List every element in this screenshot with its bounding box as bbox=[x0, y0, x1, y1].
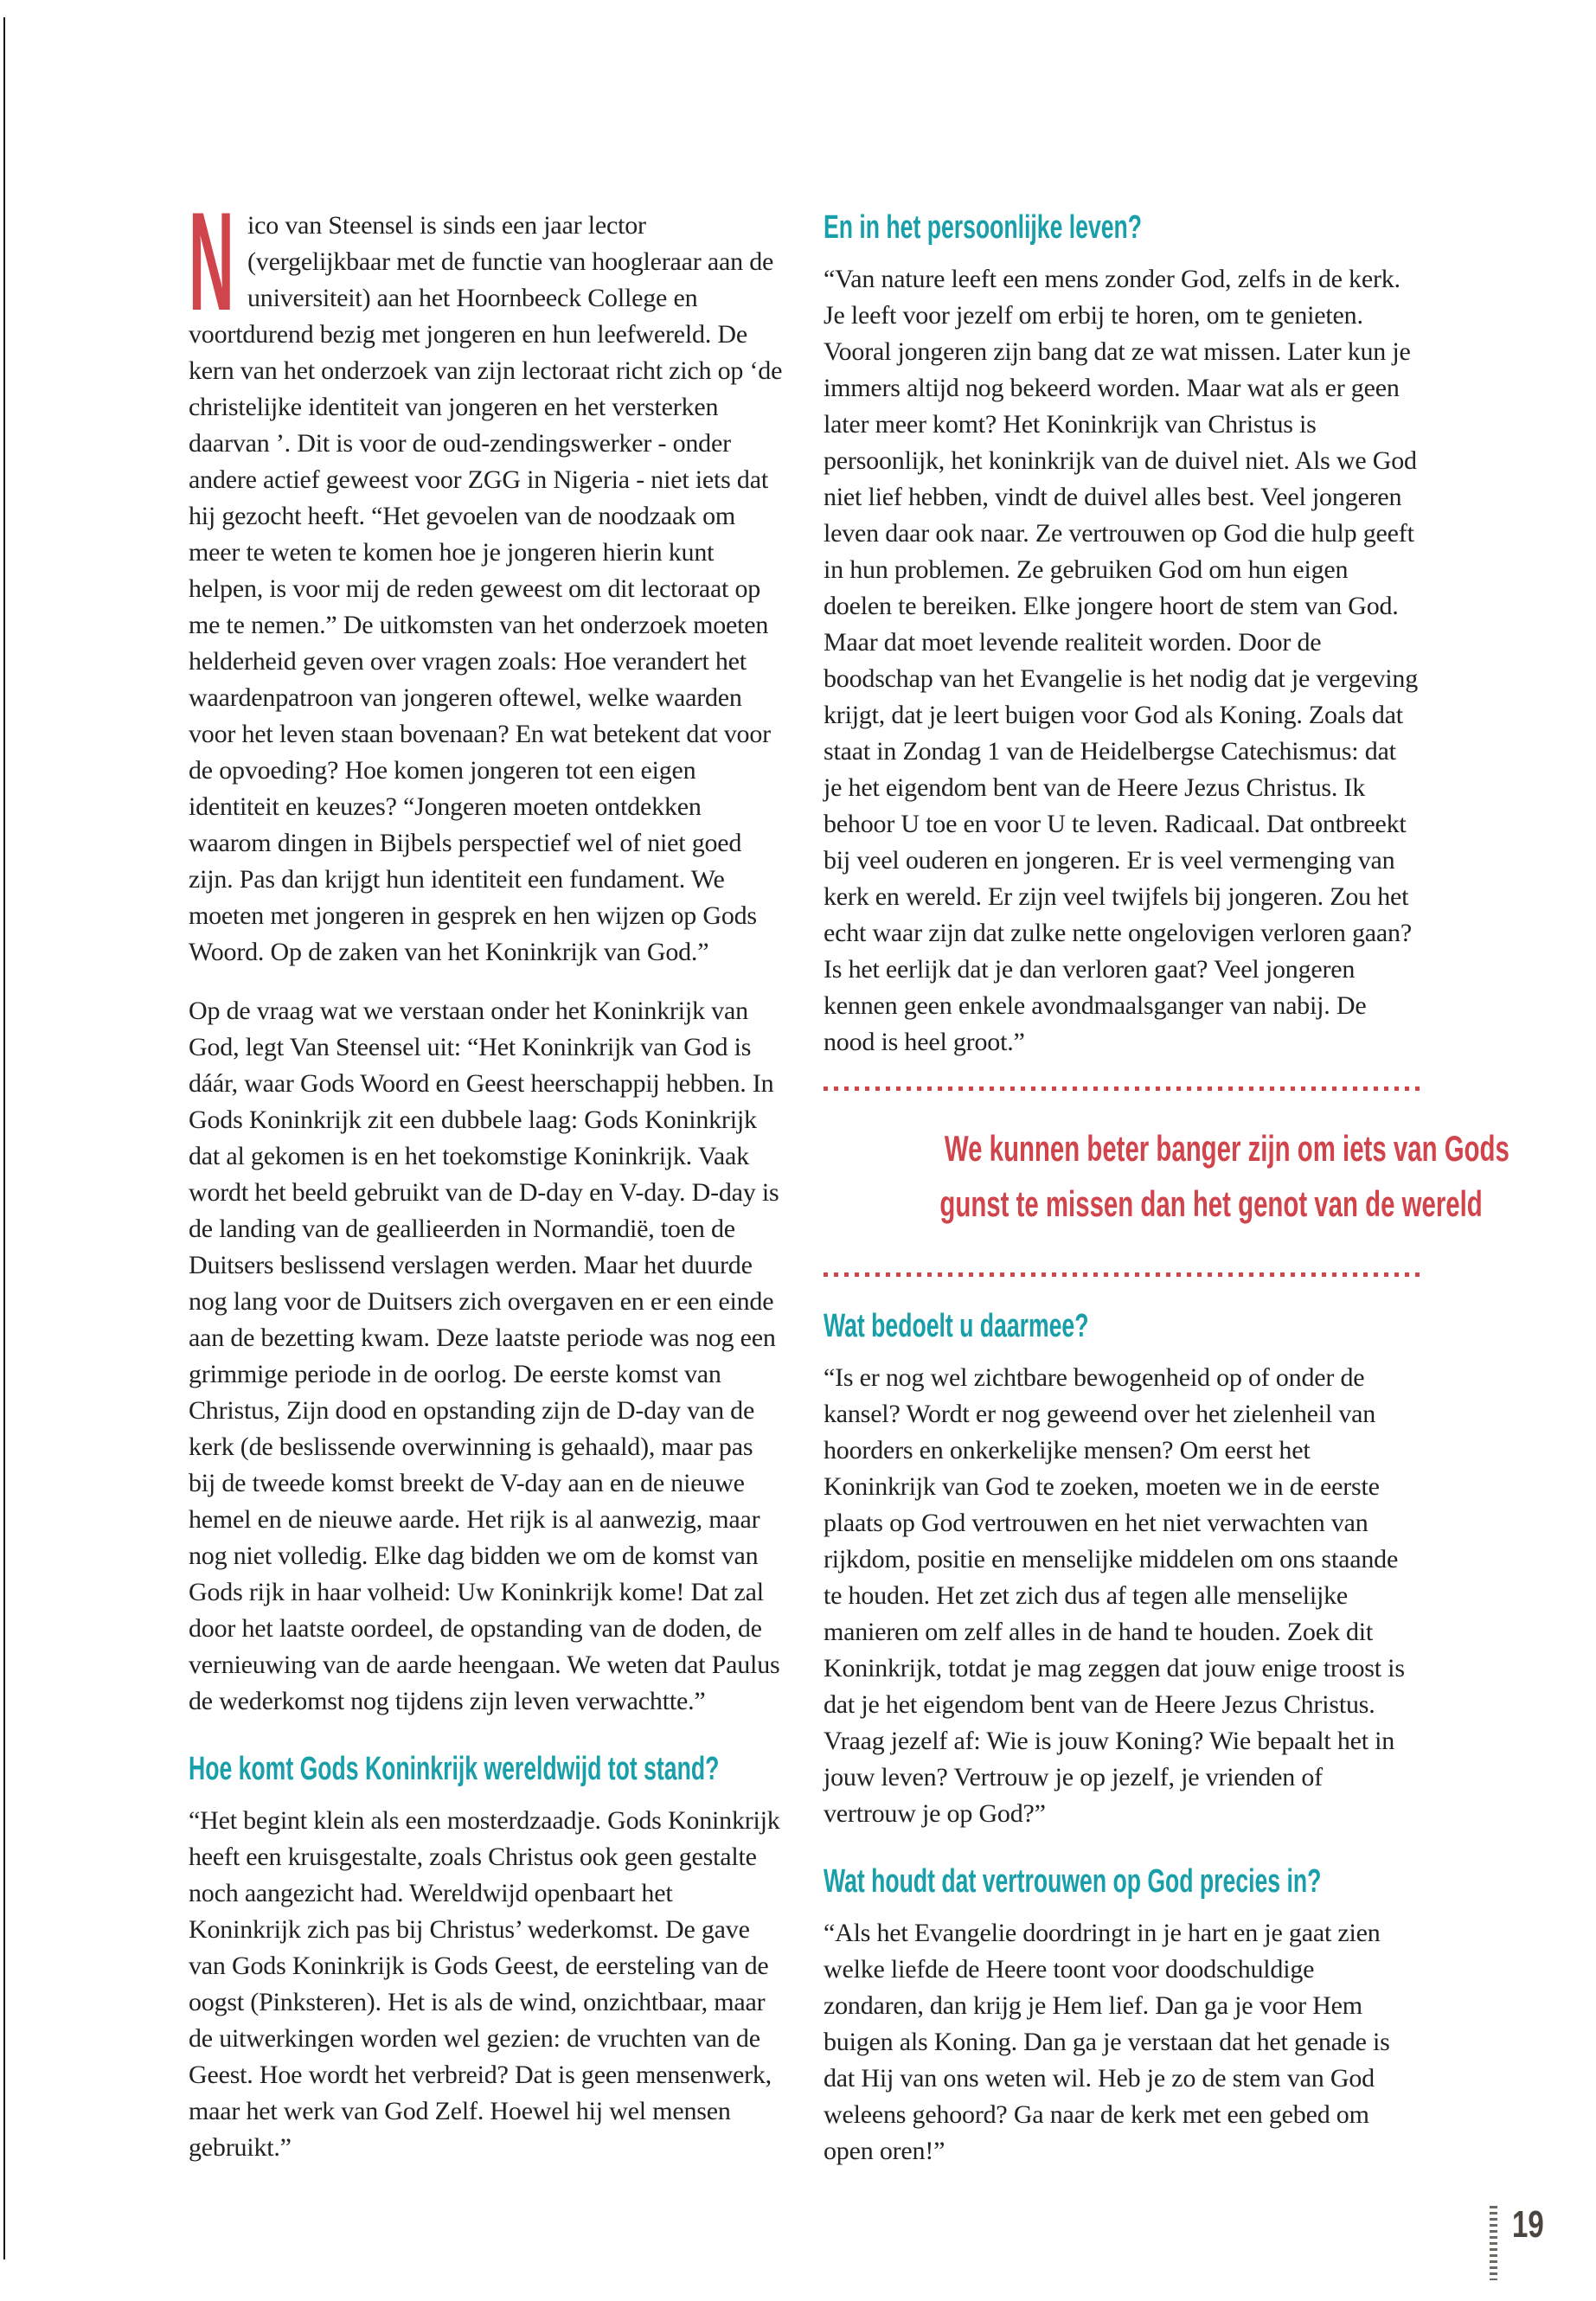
pull-quote bbox=[824, 1125, 1509, 1236]
intro-paragraph bbox=[189, 183, 785, 971]
dropcap-box bbox=[189, 183, 237, 340]
section-heading-wereldwijd bbox=[189, 1749, 785, 1789]
section-heading-persoonlijke-leven bbox=[824, 208, 1420, 247]
section-heading-vertrouwen-text: Wat houdt dat vertrouwen op God precies in? bbox=[824, 1863, 1322, 1900]
section-persoonlijke-leven-paragraph: “Van nature leeft een mens zonder God, zelfs in de kerk. Je leeft voor jezelf om erbij te horen, om te genieten. Vooral jongeren zijn bang dat ze wat missen. Later kun je immers altijd nog bekeerd worden. Maar wat als er geen later meer komt? Het Koninkrijk van Christus is persoonlijk, het koninkrijk van de duivel niet. Als we God niet lief hebben, vindt de duivel alles best. Veel jongeren leven daar ook naar. Ze vertrouwen op God die hulp geeft in hun problemen. Ze gebruiken God om hun eigen doelen te bereiken. Elke jongere hoort de stem van God. Maar dat moet levende realiteit worden. Door de boodschap van het Evangelie is het nodig dat je vergeving krijgt, dat je leert buigen voor God als Koning. Zoals dat staat in Zondag 1 van de Heidelbergse Catechismus: dat je het eigendom bent van de Heere Jezus Christus. Ik behoor U toe en voor U te leven. Radicaal. Dat ontbreekt bij veel ouderen en jongeren. Er is veel vermenging van kerk en wereld. Er zijn veel twijfels bij jongeren. Zou het echt waar zijn dat zulke nette ongelovigen verloren gaan? Is het eerlijk dat je dan verloren gaat? Veel jongeren kennen geen enkele avondmaalsganger van nabij. De nood is heel groot.” bbox=[824, 265, 1419, 1056]
article-body bbox=[189, 183, 1509, 2192]
pull-quote-block bbox=[824, 1086, 1509, 1277]
page-number bbox=[1512, 2204, 1581, 2246]
section-heading-wat-bedoelt-text: Wat bedoelt u daarmee? bbox=[824, 1308, 1089, 1344]
page-number-dashed-rule bbox=[1490, 2206, 1497, 2280]
pull-quote-line-2-text: gunst te missen dan het genot van de wereld bbox=[939, 1183, 1483, 1224]
section-heading-persoonlijke-leven-text: En in het persoonlijke leven? bbox=[824, 209, 1143, 246]
section-wat-bedoelt-paragraph: “Is er nog wel zichtbare bewogenheid op of onder de kansel? Wordt er nog geweend over het zielenheil van hoorders en onkerkelijke mensen? Om eerst het Koninkrijk van God te zoeken, moeten we in de eerste plaats op God vertrouwen en het niet verwachten van rijkdom, positie en menselijke middelen om ons staande te houden. Het zet zich dus af tegen alle menselijke manieren om zelf alles in de hand te houden. Zoek dit Koninkrijk, totdat je mag zeggen dat jouw enige troost is dat je het eigendom bent van de Heere Jezus Christus. Vraag jezelf af: Wie is jouw Koning? Wie bepaalt het in jouw leven? Vertrouw je op jezelf, je vrienden of vertrouw je op God?” bbox=[824, 1363, 1405, 1828]
section-wereldwijd-paragraph: “Het begint klein als een mosterdzaadje. Gods Koninkrijk heeft een kruisgestalte, zoals Christus ook geen gestalte noch aangezicht had. Wereldwijd openbaart het Koninkrijk zich pas bij Christus’ wederkomst. De gave van Gods Koninkrijk is Gods Geest, de eersteling van de oogst (Pinksteren). Het is als de wind, onzichtbaar, maar de uitwerkingen worden wel gezien: de vruchten van de Geest. Hoe wordt het verbreid? Dat is geen mensenwerk, maar het werk van God Zelf. Hoewel hij wel mensen gebruikt.” bbox=[189, 1806, 780, 2162]
section-heading-wat-bedoelt bbox=[824, 1306, 1420, 1346]
section-heading-vertrouwen bbox=[824, 1862, 1420, 1901]
dotted-divider-top bbox=[824, 1086, 1420, 1091]
left-edge-rule bbox=[3, 17, 5, 2259]
pull-quote-line-1-text: We kunnen beter banger zijn om iets van Gods bbox=[944, 1128, 1509, 1169]
section-vertrouwen-paragraph: “Als het Evangelie doordringt in je hart en je gaat zien welke liefde de Heere toont voor doodschuldige zondaren, dan krijg je Hem lief. Dan ga je voor Hem buigen als Koning. Dan ga je verstaan dat het genade is dat Hij van ons weten wil. Heb je zo de stem van God weleens gehoord? Ga naar de kerk met een gebed om open oren!” bbox=[824, 1919, 1390, 2165]
pull-quote-line-2 bbox=[824, 1181, 1483, 1236]
article-right-column bbox=[824, 208, 1509, 2192]
pull-quote-line-1 bbox=[824, 1125, 1509, 1181]
intro-paragraph-text: ico van Steensel is sinds een jaar lector (vergelijkbaar met de functie van hoogleraar aan de universiteit) aan het Hoornbeeck College en voortdurend bezig met jongeren en hun leefwereld. De kern van het onderzoek van zijn lectoraat richt zich op ‘de christelijke identiteit van jongeren en het versterken daarvan ’. Dit is voor de oud-zendingswerker - onder andere actief geweest voor ZGG in Nigeria - niet iets dat hij gezocht heeft. “Het gevoelen van de noodzaak om meer te weten te komen hoe je jongeren hierin kunt helpen, is voor mij de reden geweest om dit lectoraat op me te nemen.” De uitkomsten van het onderzoek moeten helderheid geven over vragen zoals: Hoe verandert het waardenpatroon van jongeren oftewel, welke waarden voor het leven staan bovenaan? En wat betekent dat voor de opvoeding? Hoe komen jongeren tot een eigen identiteit en keuzes? “Jongeren moeten ontdekken waarom dingen in Bijbels perspectief wel of niet goed zijn. Pas dan krijgt hun identiteit een fundament. We moeten met jongeren in gesprek en hen wijzen op Gods Woord. Op de zaken van het Koninkrijk van God.” bbox=[189, 211, 783, 966]
dropcap-letter: N bbox=[189, 183, 234, 340]
section-heading-wereldwijd-text: Hoe komt Gods Koninkrijk wereldwijd tot stand? bbox=[189, 1751, 720, 1787]
kingdom-explanation-paragraph: Op de vraag wat we verstaan onder het Koninkrijk van God, legt Van Steensel uit: “Het Koninkrijk van God is dáár, waar Gods Woord en Geest heerschappij hebben. In Gods Koninkrijk zit een dubbele laag: Gods Koninkrijk dat al gekomen is en het toekomstige Koninkrijk. Vaak wordt het beeld gebruikt van de D-day en V-day. D-day is de landing van de geallieerden in Normandië, toen de Duitsers beslissend verslagen werden. Maar het duurde nog lang voor de Duitsers zich overgaven en er een einde aan de bezetting kwam. Deze laatste periode was nog een grimmige periode in de oorlog. De eerste komst van Christus, Zijn dood en opstanding zijn de D-day van de kerk (de beslissende overwinning is gehaald), maar pas bij de tweede komst breekt de V-day aan en de nieuwe hemel en de nieuwe aarde. Het rijk is al aanwezig, maar nog niet volledig. Elke dag bidden we om de komst van Gods rijk in haar volheid: Uw Koninkrijk kome! Dat zal door het laatste oordeel, de opstanding van de doden, de vernieuwing van de aarde heengaan. We weten dat Paulus de wederkomst nog tijdens zijn leven verwachtte.” bbox=[189, 997, 780, 1715]
dotted-divider-bottom bbox=[824, 1272, 1420, 1277]
article-left-column bbox=[189, 183, 785, 2189]
page-number-text: 19 bbox=[1512, 2203, 1544, 2246]
